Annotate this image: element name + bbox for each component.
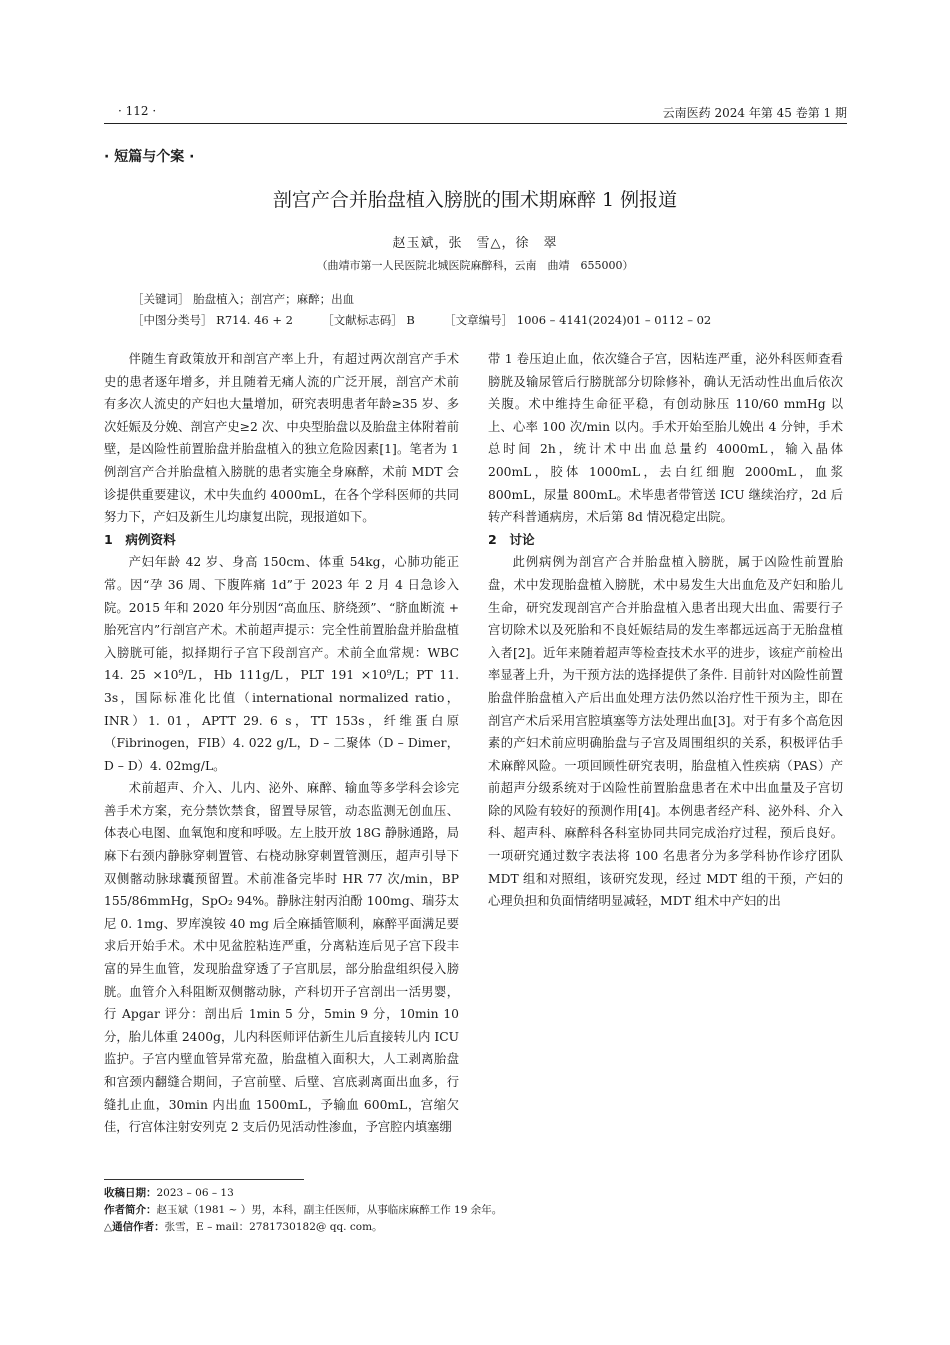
footnote-author (104, 1202, 502, 1217)
case-paragraph-2-continued: 带 1 卷压迫止血，依次缝合子宫，因粘连严重，泌外科医师查看膀胱及输尿管后行膀胱部分切除修补，确认无活动性出血后依次关腹。术中维持生命征平稳，有创动脉压 110/60 mmHg 以上、心率 100 次/min 以内。手术开始至胎儿娩出 4 分钟，手术总时间 2h，统计术中出血总量约 4000mL，输入晶体 200mL，胶体 1000mL，去白红细胞 2000mL，血浆 800mL，尿量 800mL。术毕患者带管送 ICU 继续治疗，2d 后转产科普通病房，术后第 8d 情况稳定出院。 (488, 352, 843, 525)
section-1-heading: 1 病例资料 (104, 531, 176, 547)
classification-line (132, 312, 711, 328)
authors: 赵玉斌，张 雪△，徐 翠 (392, 236, 558, 251)
clc-code: R714. 46 + 2 (216, 313, 293, 327)
section-label: · 短篇与个案 · (104, 149, 195, 165)
intro-paragraph: 伴随生育政策放开和剖宫产率上升，有超过两次剖宫产手术史的患者逐年增多，并且随着无痛人流的广泛开展，剖宫产术前有多次人流史的产妇也大量增加，研究表明患者年龄≥35 岁、多次妊娠及分娩、剖宫产史≥2 次、中央型胎盘以及胎盘主体附着前壁，是凶险性前置胎盘并胎盘植入的独立危险因素[1]。笔者为 1 例剖宫产合并胎盘植入膀胱的患者实施全身麻醉，术前 MDT 会诊提供重要建议，术中失血约 4000mL，在各个学科医师的共同努力下，产妇及新生儿均康复出院，现报道如下。 (104, 352, 459, 525)
footnote-rule (104, 1179, 304, 1180)
author-bio: 赵玉斌（1981 ~ ）男，本科，副主任医师，从事临床麻醉工作 19 余年。 (156, 1204, 503, 1216)
doc-code-label: ［文献标志码］ (322, 313, 403, 327)
corresponding-author: 张雪，E – mail：2781730182@ qq. com。 (164, 1221, 383, 1233)
article-no: 1006 – 4141(2024)01 – 0112 – 02 (516, 313, 712, 327)
doc-code: B (406, 313, 415, 327)
keywords-label: ［关键词］ (132, 292, 190, 306)
case-paragraph-2: 术前超声、介入、儿内、泌外、麻醉、输血等多学科会诊完善手术方案，充分禁饮禁食，留置导尿管，动态监测无创血压、体表心电图、血氧饱和度和呼吸。左上肢开放 18G 静脉通路，局麻下右颈内静脉穿刺置管、右桡动脉穿刺置管测压，超声引导下双侧髂动脉球囊预留置。术前准备完毕时 HR 77 次/min，BP 155/86mmHg，SpO₂ 94%。静脉注射丙泊酚 100mg、瑞芬太尼 0. 1mg、罗库溴铵 40 mg 后全麻插管顺利，麻醉平面满足要求后开始手术。术中见盆腔粘连严重，分离粘连后见子宫下段丰富的异生血管，发现胎盘穿透了子宫肌层，部分胎盘组织侵入膀胱。血管介入科阻断双侧髂动脉，产科切开子宫剖出一活男婴，行 Apgar 评分：剖出后 1min 5 分，5min 9 分，10min 10 分，胎儿体重 2400g，儿内科医师评估新生儿后直接转儿内 ICU 监护。子宫内壁血管异常充盈，胎盘植入面积大，人工剥离胎盘和宫颈内翻缝合期间，子宫前壁、后壁、宫底剥离面出血多，行缝扎止血，30min 内出血 1500mL，予输血 600mL，宫缩欠佳，行宫体注射安列克 2 支后仍见活动性渗血，予宫腔内填塞绷 (104, 781, 459, 1135)
header-rule (104, 123, 847, 124)
article-no-label: ［文章编号］ (444, 313, 514, 327)
affiliation: （曲靖市第一人民医院北城医院麻醉科，云南 曲靖 655000） (316, 259, 634, 272)
section-2-heading: 2 讨论 (488, 531, 535, 547)
received-label: 收稿日期： (104, 1187, 157, 1199)
received-date: 2023 – 06 – 13 (156, 1187, 234, 1199)
keywords: 胎盘植入；剖宫产；麻醉；出血 (193, 292, 355, 306)
left-column (104, 348, 459, 1139)
corresponding-label: △通信作者： (104, 1221, 165, 1233)
article-title: 剖宫产合并胎盘植入膀胱的围术期麻醉 1 例报道 (272, 189, 678, 211)
page-number: · 112 · (118, 104, 157, 118)
case-paragraph-1: 产妇年龄 42 岁、身高 150cm、体重 54kg，心肺功能正常。因“孕 36 周、下腹阵痛 1d”于 2023 年 2 月 4 日急诊入院。2015 年和 2020 年分别因“高血压、脐绕颈”、“脐血断流 + 胎死宫内”行剖宫产术。术前超声提示：完全性前置胎盘并胎盘植入膀胱可能，拟择期行子宫下段剖宫产。术前全血常规：WBC 14. 25 ×10⁹/L，Hb 111g/L，PLT 191 ×10⁹/L；PT 11. 3s，国际标准化比值（international normalized ratio，INR）1. 01，APTT 29. 6 s，TT 153s，纤维蛋白原（Fibrinogen，FIB）4. 022 g/L，D – 二聚体（D – Dimer，D – D）4. 02mg/L。 (104, 555, 459, 773)
right-column (488, 348, 843, 913)
author-label: 作者简介： (104, 1204, 157, 1216)
footnote-received (104, 1185, 234, 1200)
clc-label: ［中图分类号］ (132, 313, 213, 327)
discussion-paragraph-1: 此例病例为剖宫产合并胎盘植入膀胱，属于凶险性前置胎盘，术中发现胎盘植入膀胱，术中易发生大出血危及产妇和胎儿生命，研究发现剖宫产合并胎盘植入患者出现大出血、需要行子宫切除术以及死胎和不良妊娠结局的发生率都远远高于无胎盘植入者[2]。近年来随着超声等检查技术水平的进步，该症产前检出率显著上升，为干预方法的选择提供了条件. 目前针对凶险性前置胎盘伴胎盘植入产后出血处理方法仍然以治疗性干预为主，即在剖宫产术后采用宫腔填塞等方法处理出血[3]。对于有多个高危因素的产妇术前应明确胎盘与子宫及周围组织的关系，积极评估手术麻醉风险。一项回顾性研究表明，胎盘植入性疾病（PAS）产前超声分级系统对于凶险性前置胎盘患者在术中出血量及子宫切除的风险有较好的预测作用[4]。本例患者经产科、泌外科、介入科、超声科、麻醉科各科室协同共同完成治疗过程，预后良好。一项研究通过数字表法将 100 名患者分为多学科协作诊疗团队 MDT 组和对照组，该研究发现，经过 MDT 组的干预，产妇的心理负担和负面情绪明显减轻，MDT 组术中产妇的出 (488, 555, 843, 909)
keywords-line (132, 291, 354, 307)
journal-header: 云南医药 2024 年第 45 卷第 1 期 (662, 106, 847, 120)
footnote-corresponding (104, 1219, 383, 1234)
